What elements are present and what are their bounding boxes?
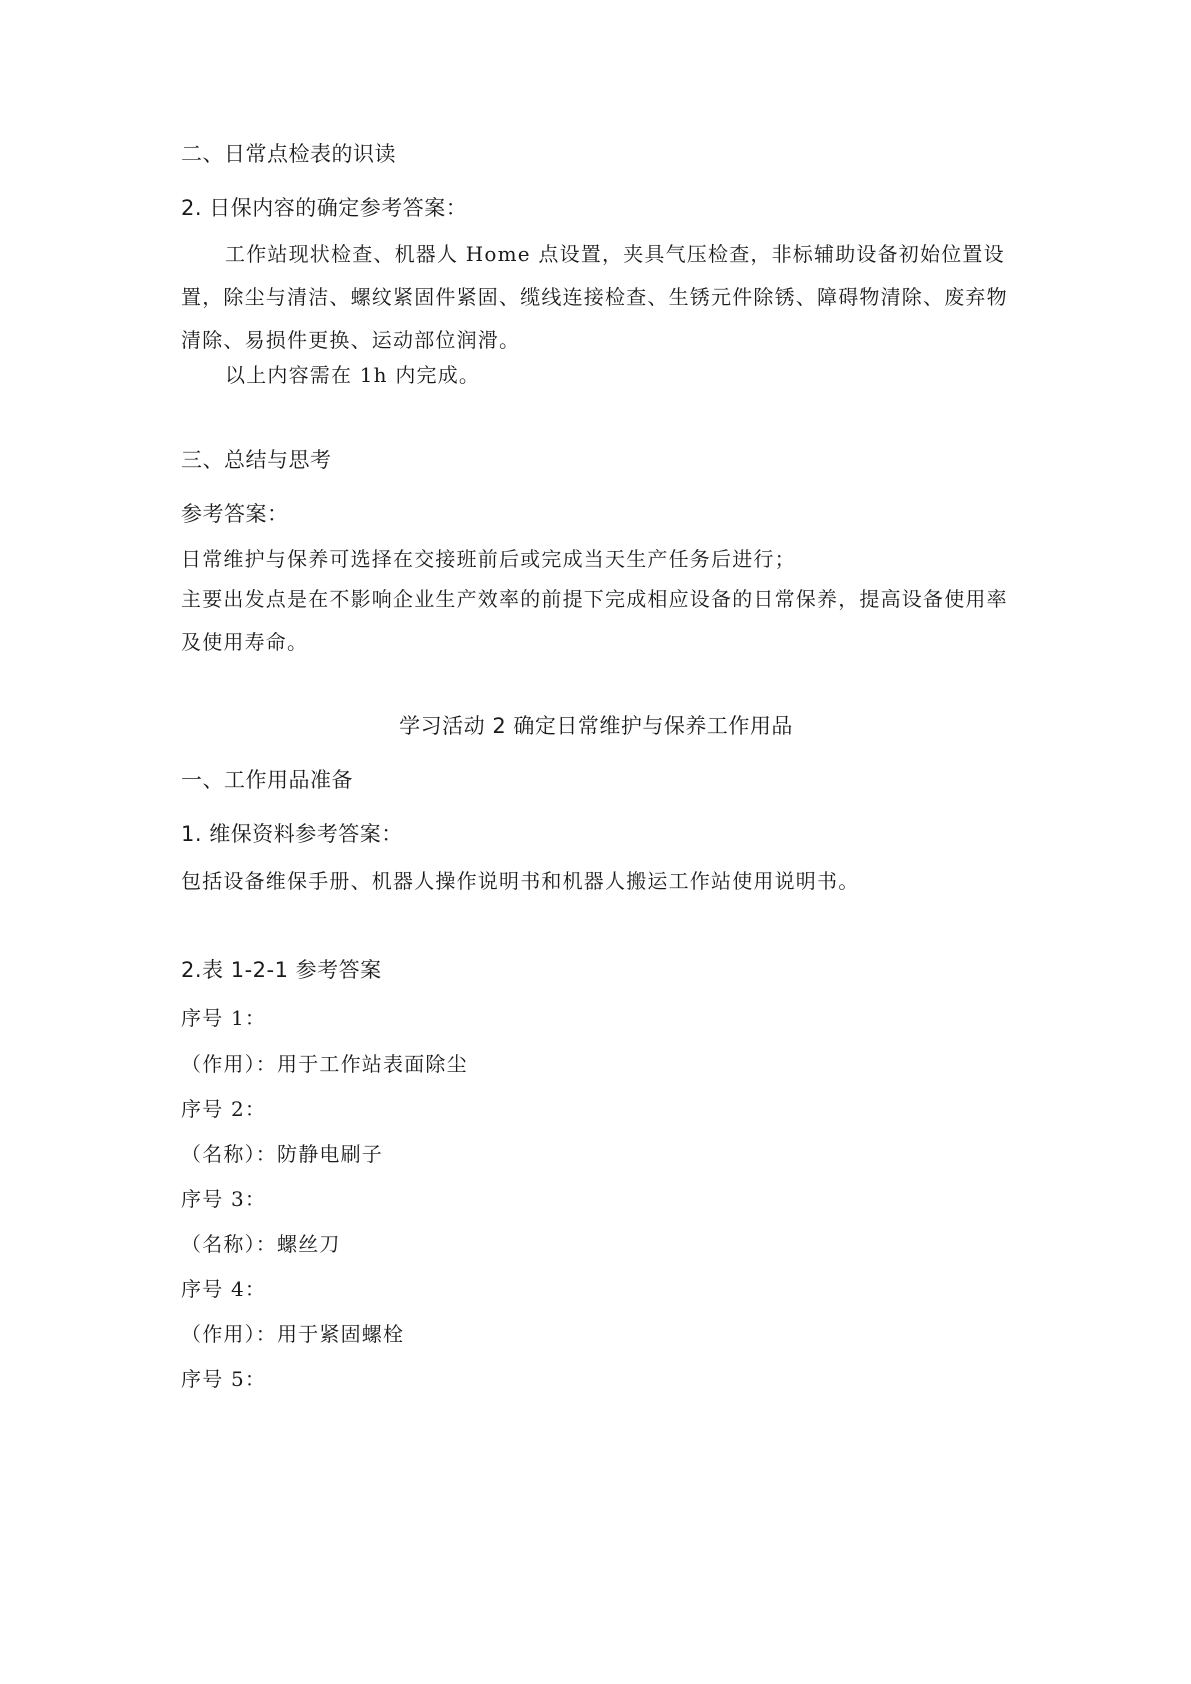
paragraph-documents: 包括设备维保手册、机器人操作说明书和机器人搬运工作站使用说明书。 — [181, 869, 860, 893]
entry-line: （名称）：防静电刷子 — [181, 1142, 383, 1166]
paragraph-time-limit: 以上内容需在 1h 内完成。 — [225, 363, 481, 387]
subheading-table-answer: 2.表 1-2-1 参考答案 — [181, 958, 382, 982]
entry-line: （名称）：螺丝刀 — [181, 1232, 341, 1256]
entry-line: 序号 1： — [181, 1006, 267, 1030]
entry-line: 序号 2： — [181, 1097, 267, 1121]
entry-line: （作用）：用于工作站表面除尘 — [181, 1052, 468, 1076]
section-heading-summary: 三、总结与思考 — [181, 448, 332, 472]
section-heading-supplies: 一、工作用品准备 — [181, 768, 353, 792]
subheading-reference-answer: 参考答案： — [181, 502, 289, 526]
paragraph-maintenance-items: 工作站现状检查、机器人 Home 点设置，夹具气压检查，非标辅助设备初始位置设置，除尘与清洁、螺纹紧固件紧固、缆线连接检查、生锈元件除锈、障碍物清除、废弃物清除、易损件更换、运动部位润滑。 — [181, 242, 1008, 352]
entry-line: 序号 4： — [181, 1277, 267, 1301]
subheading-daily-maintenance-content: 2. 日保内容的确定参考答案： — [181, 196, 468, 220]
entry-line: 序号 5： — [181, 1367, 267, 1391]
paragraph-purpose: 主要出发点是在不影响企业生产效率的前提下完成相应设备的日常保养，提高设备使用率及使用寿命。 — [181, 587, 1008, 654]
subheading-maintenance-documents: 1. 维保资料参考答案： — [181, 822, 403, 846]
section-heading-daily-checklist: 二、日常点检表的识读 — [181, 142, 396, 166]
activity-title: 学习活动 2 确定日常维护与保养工作用品 — [399, 714, 793, 738]
entry-line: 序号 3： — [181, 1187, 267, 1211]
paragraph-timing: 日常维护与保养可选择在交接班前后或完成当天生产任务后进行； — [181, 547, 796, 571]
entry-line: （作用）：用于紧固螺栓 — [181, 1322, 405, 1346]
